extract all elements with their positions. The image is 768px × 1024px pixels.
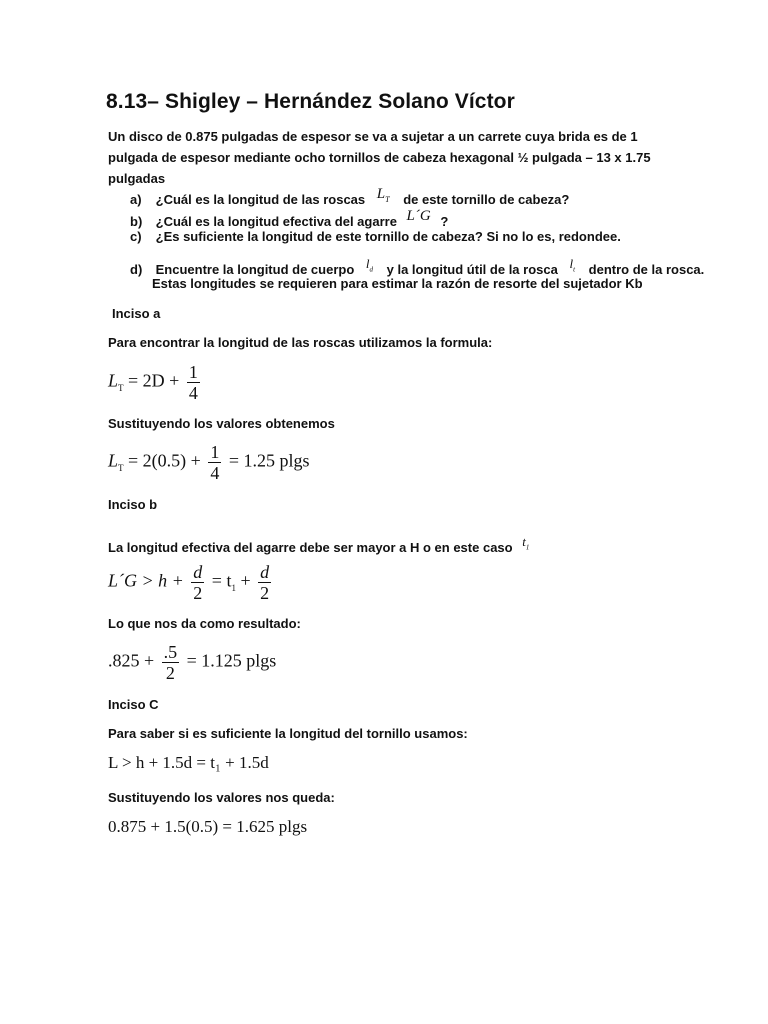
section-a-text1: Para encontrar la longitud de las roscas utilizamos la formula: <box>108 335 493 350</box>
problem-statement: Un disco de 0.875 pulgadas de espesor se va a sujetar a un carrete cuya brida es de 1 pulgada de espesor mediante ocho tornillos de cabeza hexagonal ½ pulgada – 13 x 1.75 pulgadas <box>108 129 651 186</box>
equation-l-condition: L > h + 1.5d = t₁ + 1.5d <box>108 753 269 772</box>
symbol-lt-small: $l_t$ <box>569 256 576 274</box>
section-b-heading: Inciso b <box>108 497 158 512</box>
section-b-text1: La longitud efectiva del agarre debe ser mayor a H o en este caso $t_1$ <box>108 534 530 555</box>
symbol-lg: L´G <box>406 208 431 224</box>
section-c-text2: Sustituyendo los valores nos queda: <box>108 790 335 805</box>
equation-lt-formula: $L_T = 2D$ + $\frac{1}{4}$ <box>108 362 198 403</box>
question-d: d) Encuentre la longitud de cuerpo $l_d$ y la longitud útil de la rosca $l_t$ dentro de la rosca. Estas longitudes se requieren para estimar la razón de resorte del sujetador Kb <box>130 256 705 291</box>
section-a-text2: Sustituyendo los valores obtenemos <box>108 416 335 431</box>
section-b-text2: Lo que nos da como resultado: <box>108 616 301 631</box>
page-title: 8.13– Shigley – Hernández Solano Víctor <box>106 90 515 113</box>
section-c-text1: Para saber si es suficiente la longitud del tornillo usamos: <box>108 726 468 741</box>
equation-lg-result: .825 + $\frac{.5}{2}$ = 1.125 plgs <box>108 642 277 683</box>
equation-lg-condition: L´G > h + $\frac{d}{2}$ = $t_1$ + $\frac{d}{2}$ <box>108 562 270 603</box>
symbol-ld: $l_d$ <box>365 256 374 274</box>
symbol-t1: $t_1$ <box>522 534 530 552</box>
question-a: a) ¿Cuál es la longitud de las roscas $L_T$ de este tornillo de cabeza? <box>130 186 570 207</box>
equation-l-result: 0.875 + 1.5(0.5) = 1.625 plgs <box>108 817 308 836</box>
question-b: b) ¿Cuál es la longitud efectiva del agarre L´G ? <box>130 208 449 229</box>
section-c-heading: Inciso C <box>108 697 159 712</box>
section-a-heading: Inciso a <box>112 306 161 321</box>
equation-lt-result: $L_T = 2(0.5)$ + $\frac{1}{4}$ = 1.25 plgs <box>108 442 310 483</box>
question-c: c) ¿Es suficiente la longitud de este tornillo de cabeza? Si no lo es, redondee. <box>130 229 621 244</box>
symbol-lt: $L_T$ <box>376 186 390 204</box>
